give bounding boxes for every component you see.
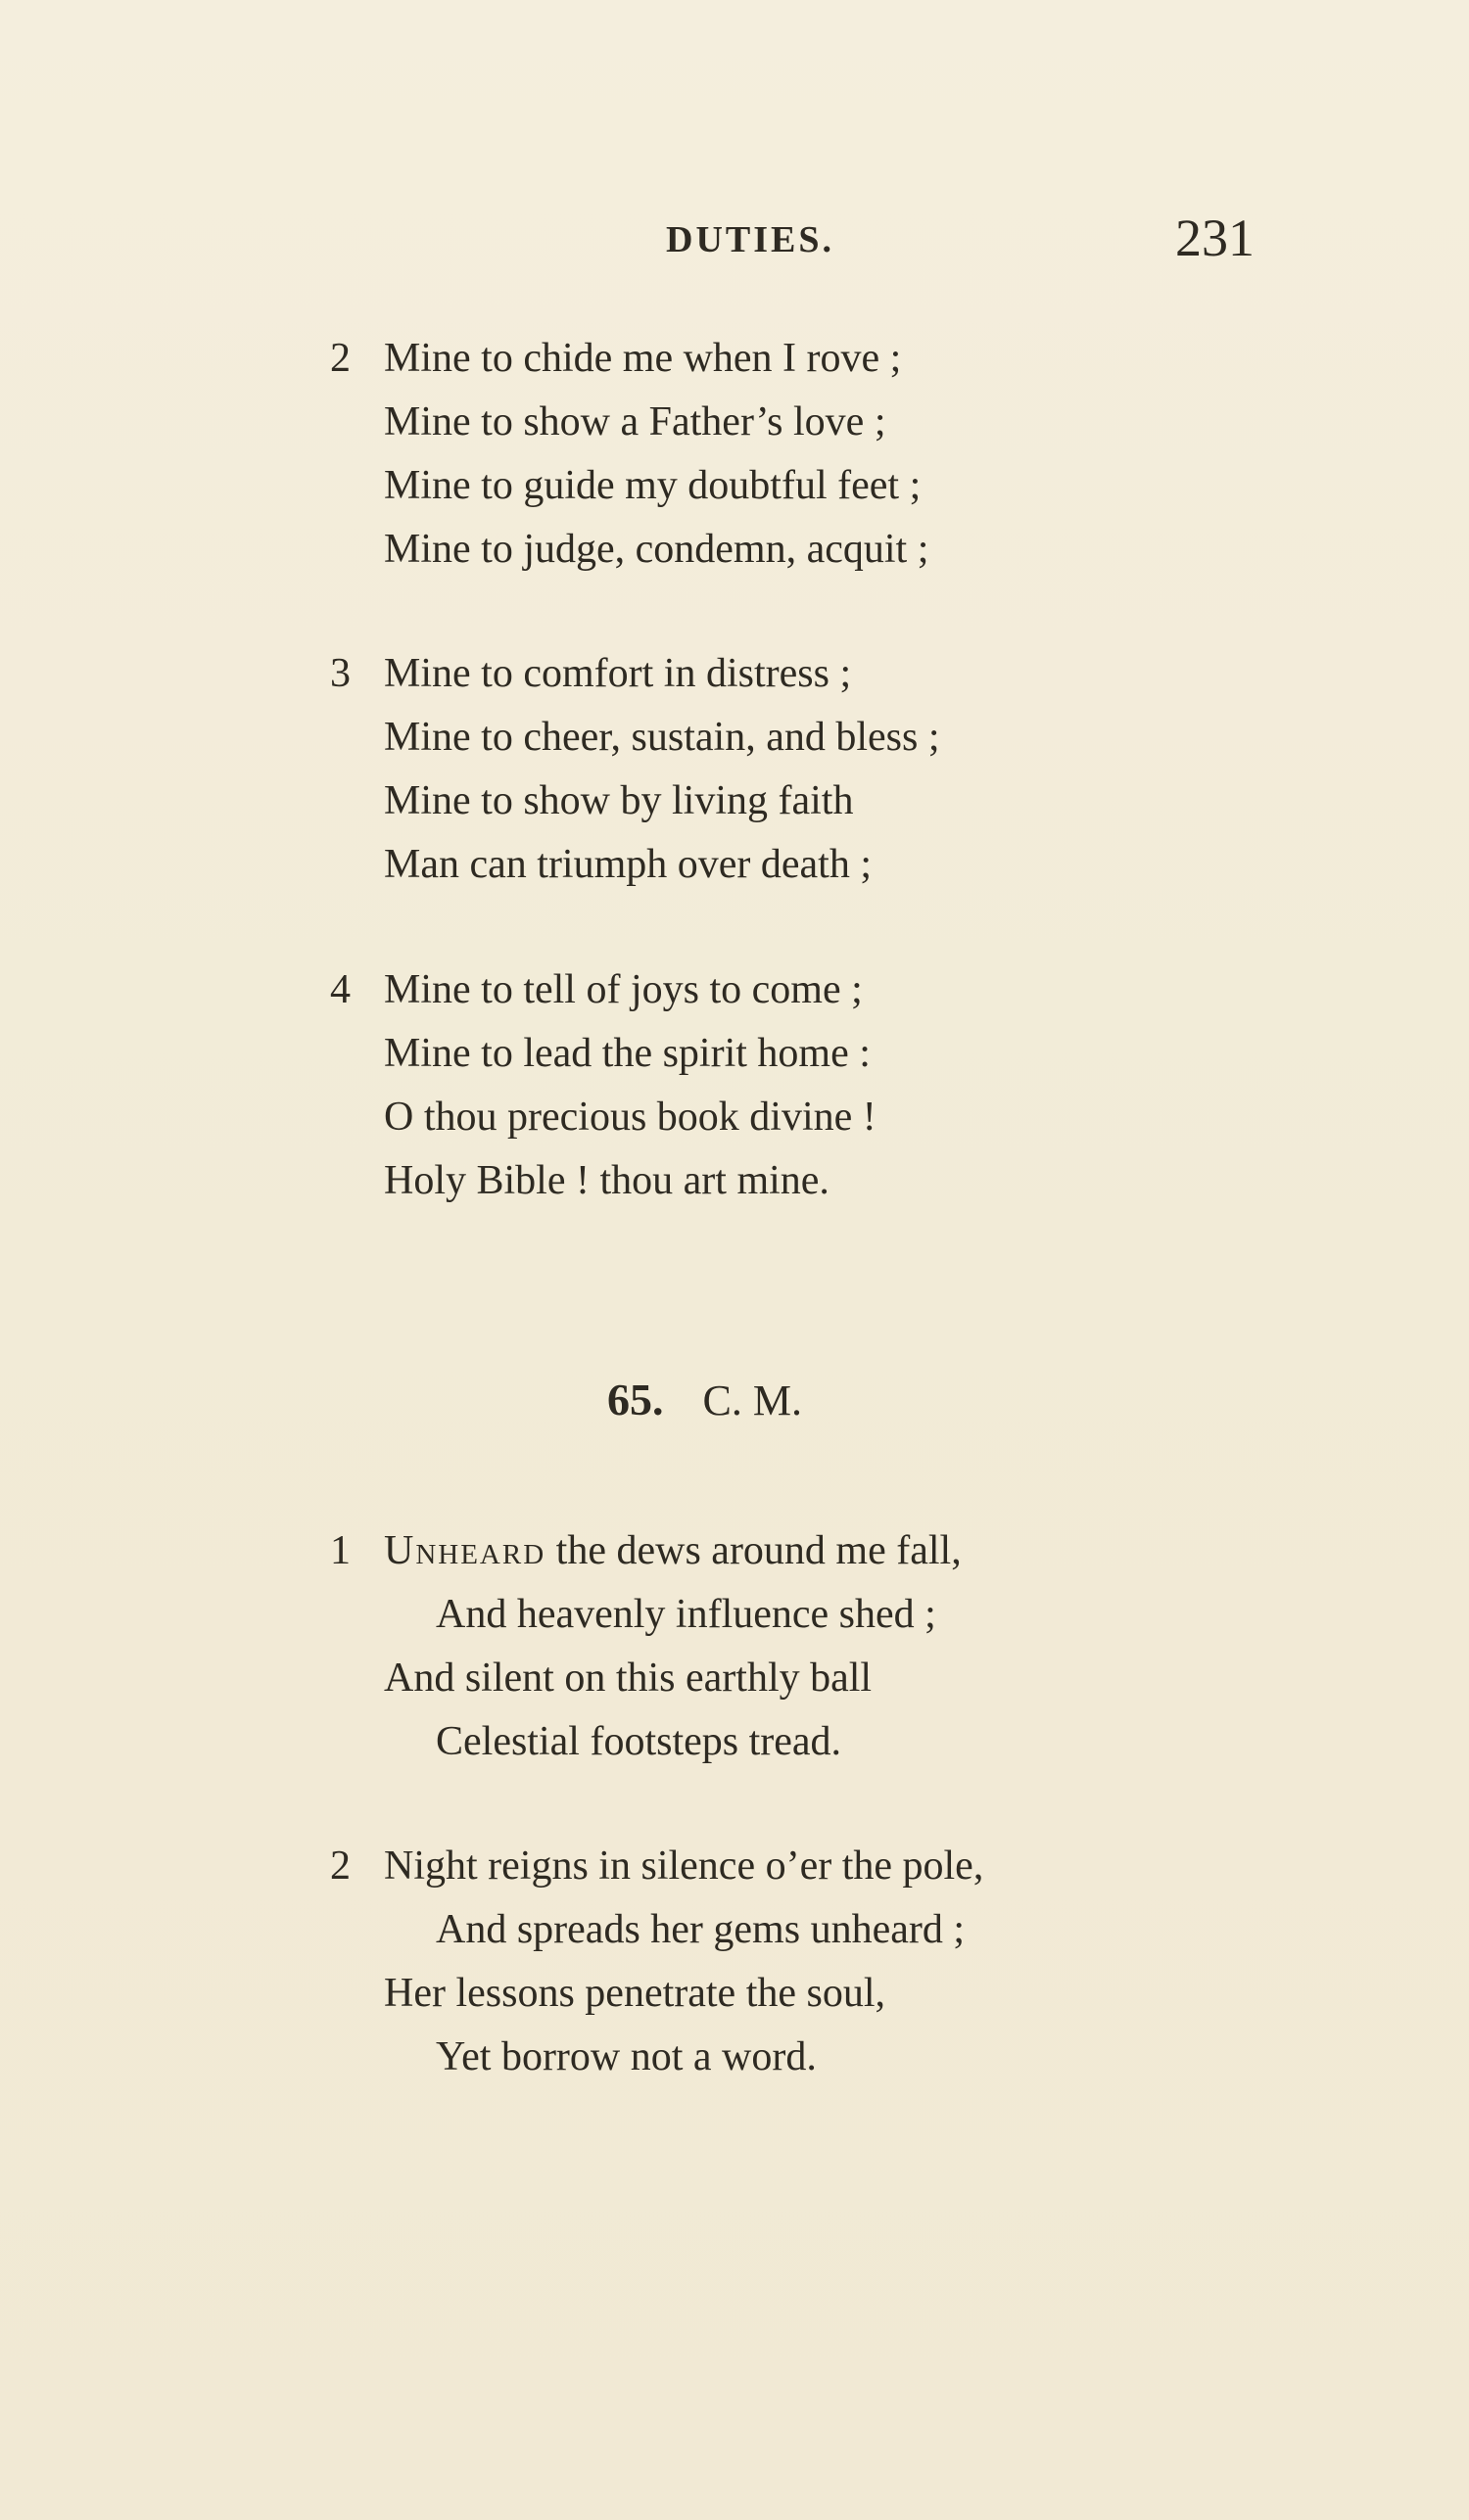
verse-line: Mine to lead the spirit home : [384,1031,871,1076]
verse-line: Mine to cheer, sustain, and bless ; [384,715,940,760]
verse-line: O thou precious book divine ! [384,1095,877,1140]
stanza-number: 4 [330,967,351,1012]
verse-line: Man can triumph over death ; [384,842,873,887]
verse-line: Mine to judge, condemn, acquit ; [384,527,929,572]
verse-line: And heavenly influence shed ; [436,1592,936,1637]
verse-line: Her lessons penetrate the soul, [384,1971,886,2016]
verse-line: Mine to show a Father’s love ; [384,399,886,444]
verse-line: Night reigns in silence o’er the pole, [384,1843,984,1889]
verse-line: Mine to guide my doubtful feet ; [384,463,922,508]
verse-line: Mine to chide me when I rove ; [384,336,902,381]
hymn-heading [607,1374,802,1425]
verse-line: Mine to show by living faith [384,778,854,823]
first-line-rest: the dews around me fall, [545,1528,962,1573]
page-number: 231 [1175,209,1255,267]
hymn-meter: C. M. [702,1377,802,1424]
verse-line: Mine to comfort in distress ; [384,651,852,696]
hymn-number: 65. [607,1375,664,1424]
verse-line: Holy Bible ! thou art mine. [384,1158,829,1203]
stanza-number: 3 [330,651,351,696]
verse-line: Mine to tell of joys to come ; [384,967,863,1012]
first-word: Unheard [384,1528,546,1573]
verse-line: And silent on this earthly ball [384,1656,873,1701]
verse-line [384,1530,962,1571]
stanza-number: 2 [330,336,351,381]
verse-line: Yet borrow not a word. [436,2034,817,2079]
verse-line: And spreads her gems unheard ; [436,1907,966,1952]
verse-line: Celestial footsteps tread. [436,1719,842,1764]
stanza-number: 2 [330,1843,351,1889]
stanza-number: 1 [330,1528,351,1573]
running-header: DUTIES. [666,219,834,260]
